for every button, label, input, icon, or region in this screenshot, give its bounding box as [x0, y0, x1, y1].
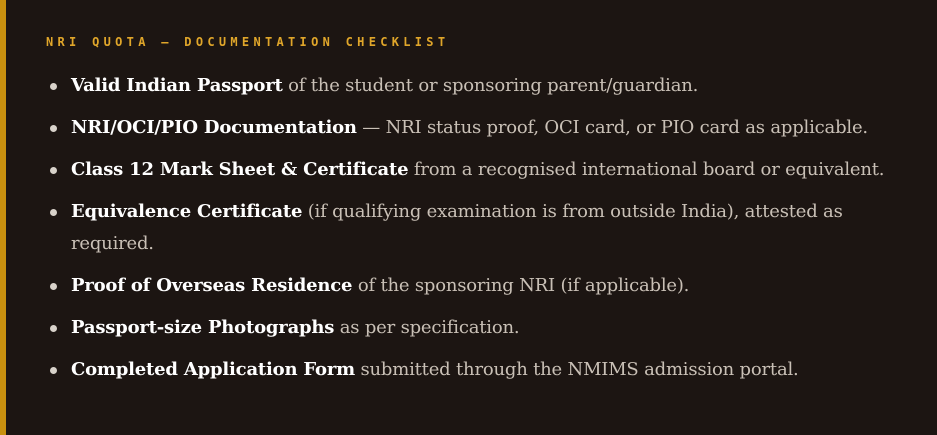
item-title: Completed Application Form [71, 359, 355, 380]
item-description: — NRI status proof, OCI card, or PIO card as applicable. [356, 117, 868, 138]
item-title: Equivalence Certificate [71, 201, 303, 222]
bullet-icon [50, 167, 57, 174]
item-title: Passport-size Photographs [71, 317, 335, 338]
list-item [46, 270, 917, 302]
item-title: Class 12 Mark Sheet & Certificate [71, 159, 409, 180]
item-description: as per specification. [334, 317, 520, 338]
item-title: Valid Indian Passport [71, 75, 283, 96]
item-description: submitted through the NMIMS admission portal. [354, 359, 799, 380]
bullet-icon [50, 125, 57, 132]
bullet-icon [50, 367, 57, 374]
list-item [46, 112, 917, 144]
section-heading: NRI QUOTA — DOCUMENTATION CHECKLIST [46, 35, 450, 49]
document-checklist [46, 70, 917, 386]
item-title: Proof of Overseas Residence [71, 275, 353, 296]
bullet-icon [50, 283, 57, 290]
bullet-icon [50, 209, 57, 216]
list-item [46, 312, 917, 344]
list-item [46, 196, 917, 260]
bullet-icon [50, 325, 57, 332]
item-description: of the sponsoring NRI (if applicable). [352, 275, 690, 296]
list-item [46, 354, 917, 386]
item-title: NRI/OCI/PIO Documentation [71, 117, 357, 138]
item-description: of the student or sponsoring parent/guardian. [282, 75, 699, 96]
bullet-icon [50, 83, 57, 90]
item-description: from a recognised international board or equivalent. [408, 159, 885, 180]
list-item [46, 154, 917, 186]
item-description: (if qualifying examination is from outside India), attested as required. [71, 201, 843, 254]
list-item [46, 70, 917, 102]
